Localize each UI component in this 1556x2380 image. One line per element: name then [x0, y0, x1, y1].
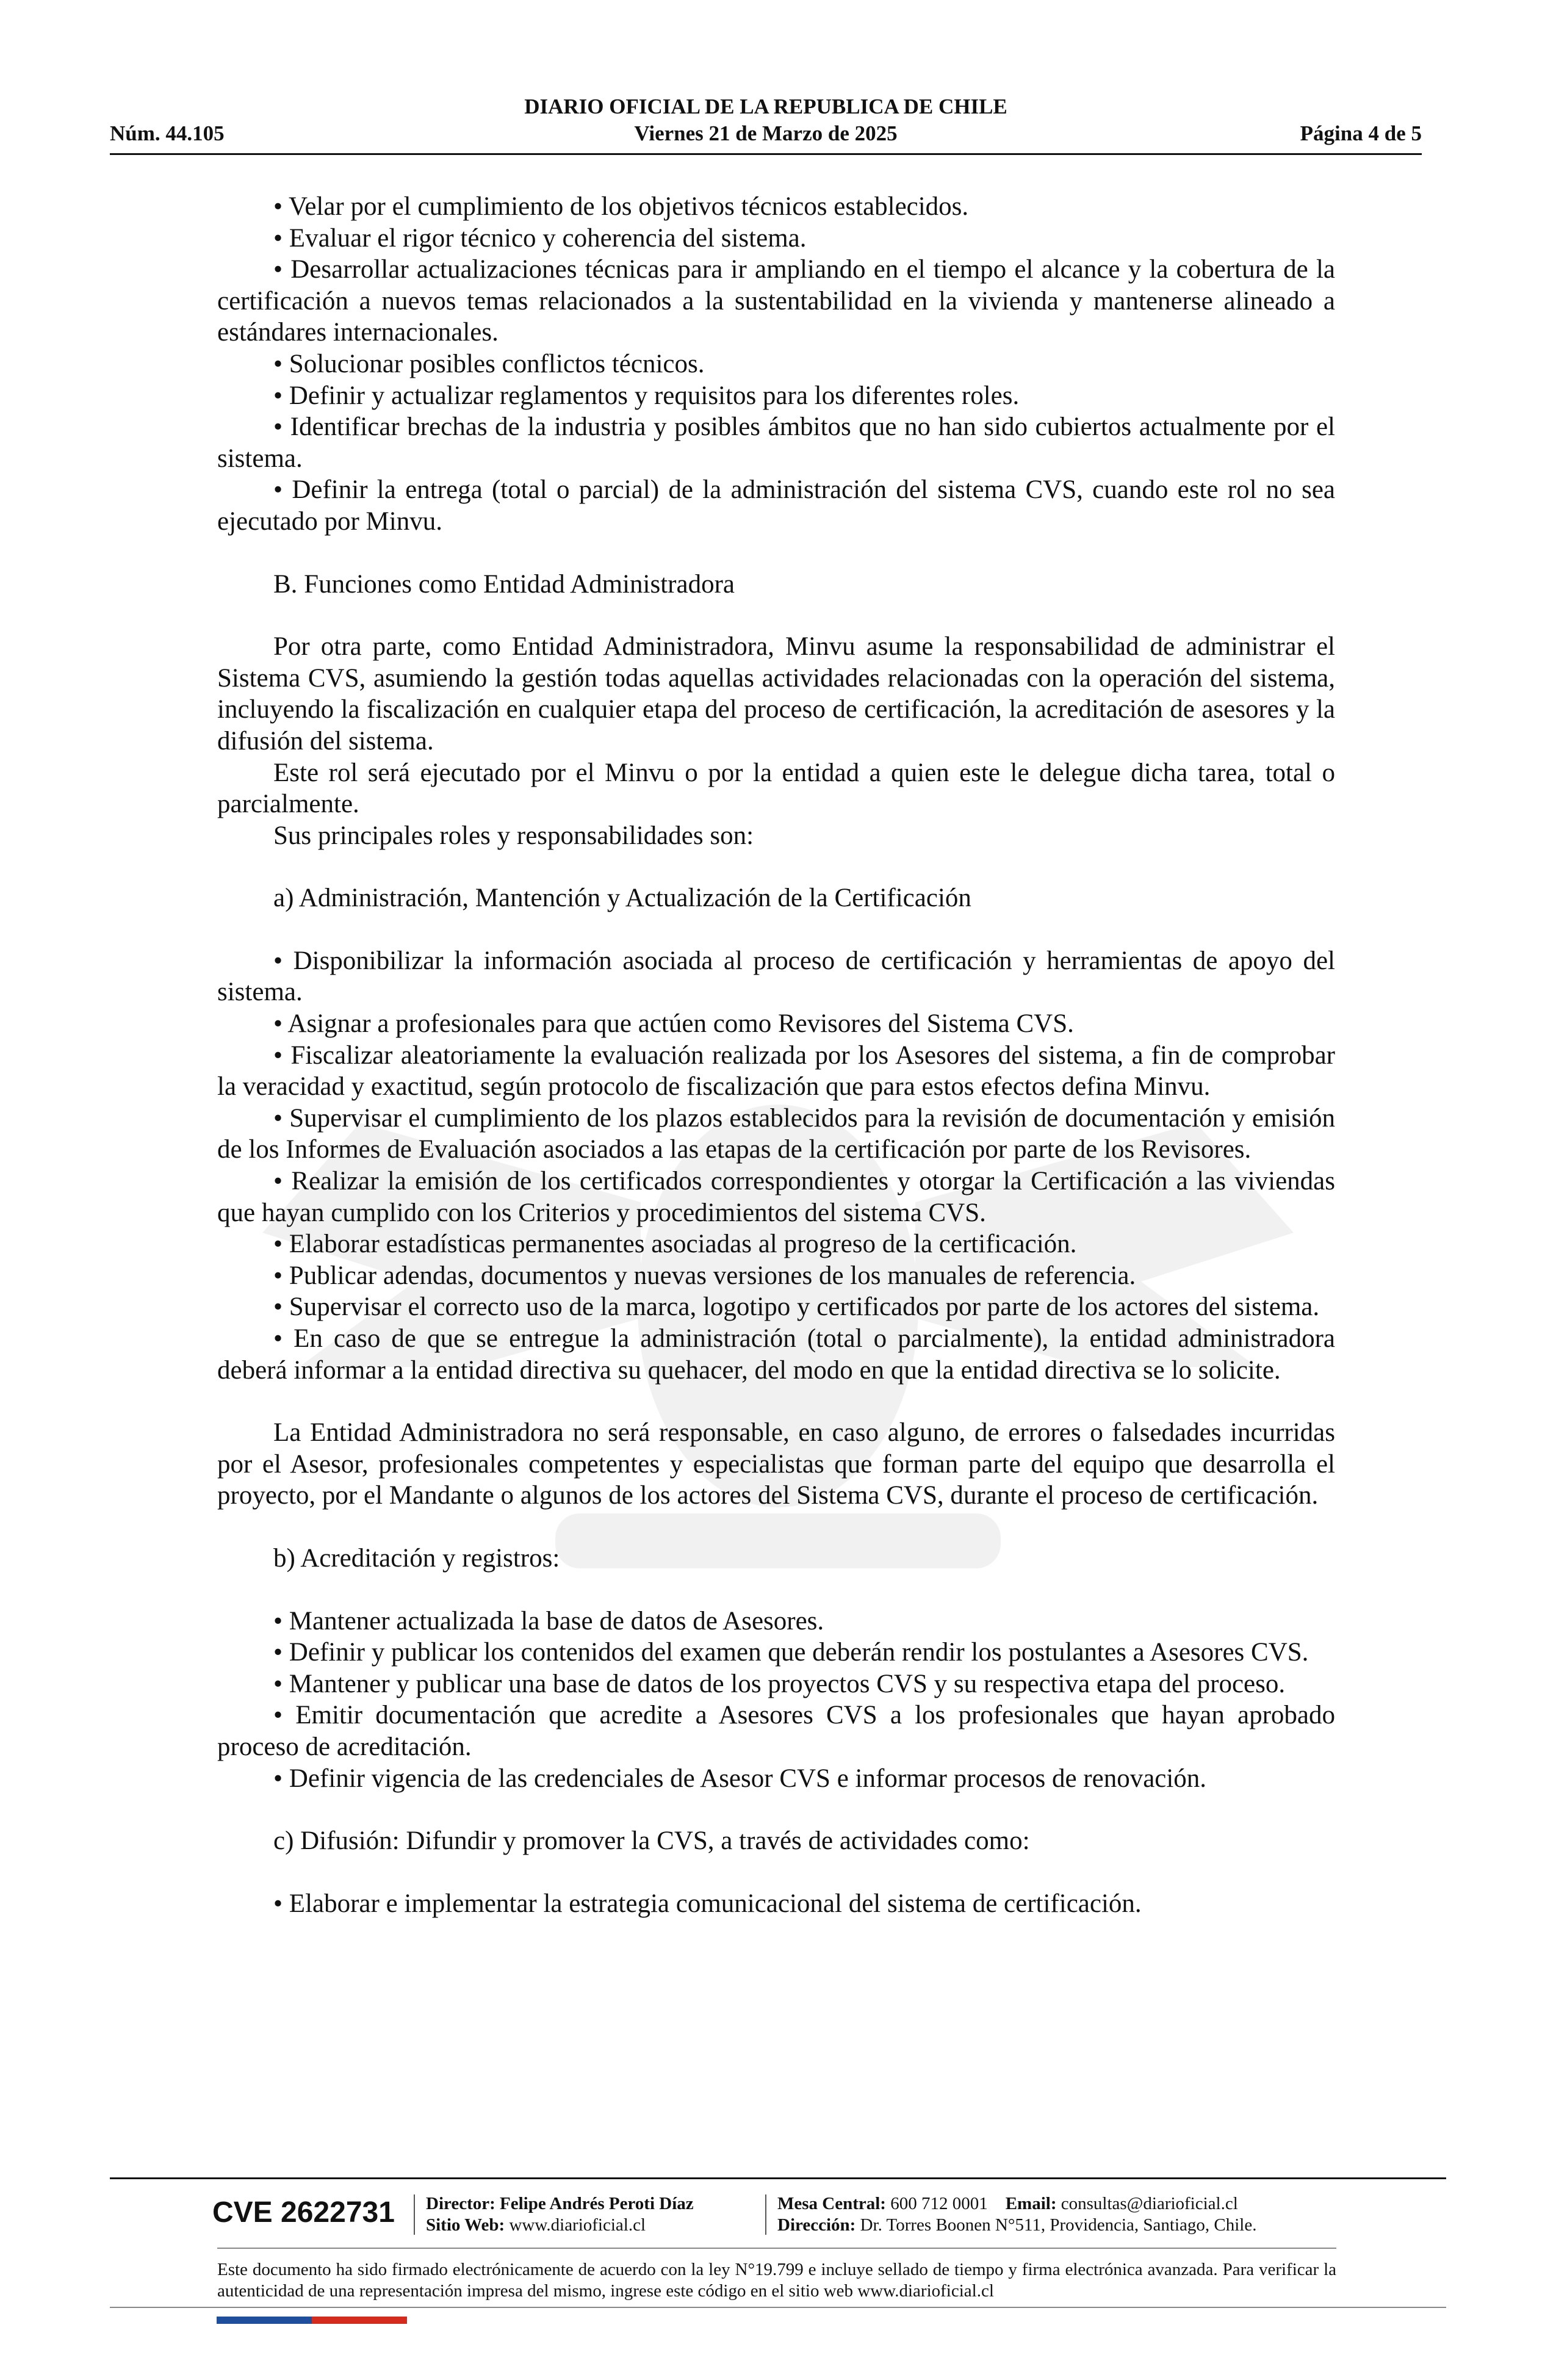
document-body [217, 191, 1335, 1919]
footer-divider [110, 2307, 1446, 2308]
paragraph: • Identificar brechas de la industria y posibles ámbitos que no han sido cubiertos actualmente por el sistema. [217, 413, 1335, 473]
paragraph: • Emitir documentación que acredite a Asesores CVS a los profesionales que hayan aprobado proceso de acreditación. [217, 1701, 1335, 1761]
director-name: Felipe Andrés Peroti Díaz [500, 2194, 694, 2213]
flag-stripe [217, 2317, 407, 2324]
paragraph: • Asignar a profesionales para que actúen como Revisores del Sistema CVS. [273, 1009, 1074, 1039]
footer-separator [414, 2194, 415, 2235]
email-label: Email: [1005, 2194, 1057, 2213]
paragraph: • Disponibilizar la información asociada al proceso de certificación y herramientas de apoyo del sistema. [217, 946, 1335, 1007]
director-label: Director: [426, 2194, 495, 2213]
paragraph: • Definir vigencia de las credenciales de Asesor CVS e informar procesos de renovación. [273, 1764, 1207, 1793]
footer-divider [110, 2177, 1446, 2179]
page-header [110, 95, 1422, 162]
paragraph: • Supervisar el correcto uso de la marca, logotipo y certificados por parte de los actores del sistema. [273, 1293, 1320, 1322]
flag-stripe-red [312, 2317, 407, 2324]
subsection-heading: c) Difusión: Difundir y promover la CVS, a través de actividades como: [273, 1826, 1030, 1856]
section-heading: B. Funciones como Entidad Administradora [273, 569, 735, 599]
paragraph: • Realizar la emisión de los certificados correspondientes y otorgar la Certificación a las viviendas que hayan cumplido con los Criterios y procedimientos del sistema CVS. [217, 1167, 1335, 1227]
footer-divider [217, 2248, 1336, 2249]
address-label: Dirección: [777, 2215, 856, 2235]
website-link[interactable]: www.diarioficial.cl [509, 2215, 646, 2235]
paragraph: • Elaborar e implementar la estrategia comunicacional del sistema de certificación. [273, 1889, 1142, 1918]
address-value: Dr. Torres Boonen N°511, Providencia, Santiago, Chile. [860, 2215, 1257, 2235]
paragraph: • Mantener actualizada la base de datos de Asesores. [273, 1606, 824, 1635]
paragraph: • Elaborar estadísticas permanentes asociadas al progreso de la certificación. [273, 1230, 1077, 1259]
signature-notice: Este documento ha sido firmado electrónicamente de acuerdo con la ley N°19.799 e incluye sellado de tiempo y firma electrónica avanzada. Para verificar la autenticidad de una representación impresa del mismo, ingrese este código en el sitio web www.diarioficial.cl [217, 2260, 1336, 2301]
paragraph: • Velar por el cumplimiento de los objetivos técnicos establecidos. [273, 192, 969, 221]
footer-director-block [426, 2193, 694, 2236]
phone-number: 600 712 0001 [890, 2194, 988, 2213]
paragraph: • Fiscalizar aleatoriamente la evaluación realizada por los Asesores del sistema, a fin de comprobar la veracidad y exactitud, según protocolo de fiscalización que para estos efectos defina Minvu. [217, 1040, 1335, 1102]
website-label: Sitio Web: [426, 2215, 505, 2235]
paragraph: Por otra parte, como Entidad Administradora, Minvu asume la responsabilidad de administrar el Sistema CVS, asumiendo la gestión todas aquellas actividades relacionadas con la operación del sistema, incluyendo la fiscalización en cualquier etapa del proceso de certificación, la acreditación de asesores y la difusión del sistema. [217, 632, 1335, 755]
paragraph: • Definir y publicar los contenidos del examen que deberán rendir los postulantes a Asesores CVS. [273, 1638, 1309, 1667]
paragraph: • Supervisar el cumplimiento de los plazos establecidos para la revisión de documentación y emisión de los Informes de Evaluación asociados a las etapas de la certificación por parte de los Revisores. [217, 1103, 1335, 1164]
paragraph: • Definir y actualizar reglamentos y requisitos para los diferentes roles. [273, 381, 1020, 410]
issue-number: Núm. 44.105 [110, 121, 225, 145]
paragraph: • Evaluar el rigor técnico y coherencia del sistema. [273, 223, 807, 253]
issue-date: Viernes 21 de Marzo de 2025 [634, 121, 898, 145]
flag-stripe-blue [217, 2317, 312, 2324]
footer-contact-block [777, 2193, 1256, 2236]
paragraph: Este rol será ejecutado por el Minvu o por la entidad a quien este le delegue dicha tarea, total o parcialmente. [217, 758, 1335, 819]
subsection-heading: a) Administración, Mantención y Actualización de la Certificación [273, 884, 971, 913]
header-info-row [110, 121, 1422, 150]
header-divider [110, 153, 1422, 155]
paragraph: • Solucionar posibles conflictos técnicos. [273, 349, 705, 378]
page-footer [110, 2177, 1446, 2330]
newspaper-title: DIARIO OFICIAL DE LA REPUBLICA DE CHILE [524, 95, 1007, 118]
subsection-heading: b) Acreditación y registros: [273, 1543, 560, 1573]
paragraph: • En caso de que se entregue la administración (total o parcialmente), la entidad administradora deberá informar a la entidad directiva su quehacer, del modo en que la entidad directiva se lo solicite. [217, 1324, 1335, 1385]
paragraph: • Definir la entrega (total o parcial) de la administración del sistema CVS, cuando este rol no sea ejecutado por Minvu. [217, 475, 1335, 536]
phone-label: Mesa Central: [777, 2194, 886, 2213]
paragraph: Sus principales roles y responsabilidades son: [273, 821, 754, 850]
paragraph: • Mantener y publicar una base de datos de los proyectos CVS y su respectiva etapa del proceso. [273, 1669, 1286, 1698]
footer-separator [765, 2194, 766, 2235]
paragraph: La Entidad Administradora no será responsable, en caso alguno, de errores o falsedades incurridas por el Asesor, profesionales competentes y especialistas que forman parte del equipo que desarrolla el proyecto, por el Mandante o algunos de los actores del Sistema CVS, durante el proceso de certificación. [217, 1418, 1335, 1510]
page-number: Página 4 de 5 [1300, 121, 1422, 145]
paragraph: • Desarrollar actualizaciones técnicas para ir ampliando en el tiempo el alcance y la cobertura de la certificación a nuevos temas relacionados a la sustentabilidad en la vivienda y mantenerse alineado a estándares internacionales. [217, 255, 1335, 347]
email-link[interactable]: consultas@diarioficial.cl [1061, 2194, 1238, 2213]
paragraph: • Publicar adendas, documentos y nuevas versiones de los manuales de referencia. [273, 1261, 1136, 1290]
cve-code: CVE 2622731 [212, 2196, 395, 2229]
